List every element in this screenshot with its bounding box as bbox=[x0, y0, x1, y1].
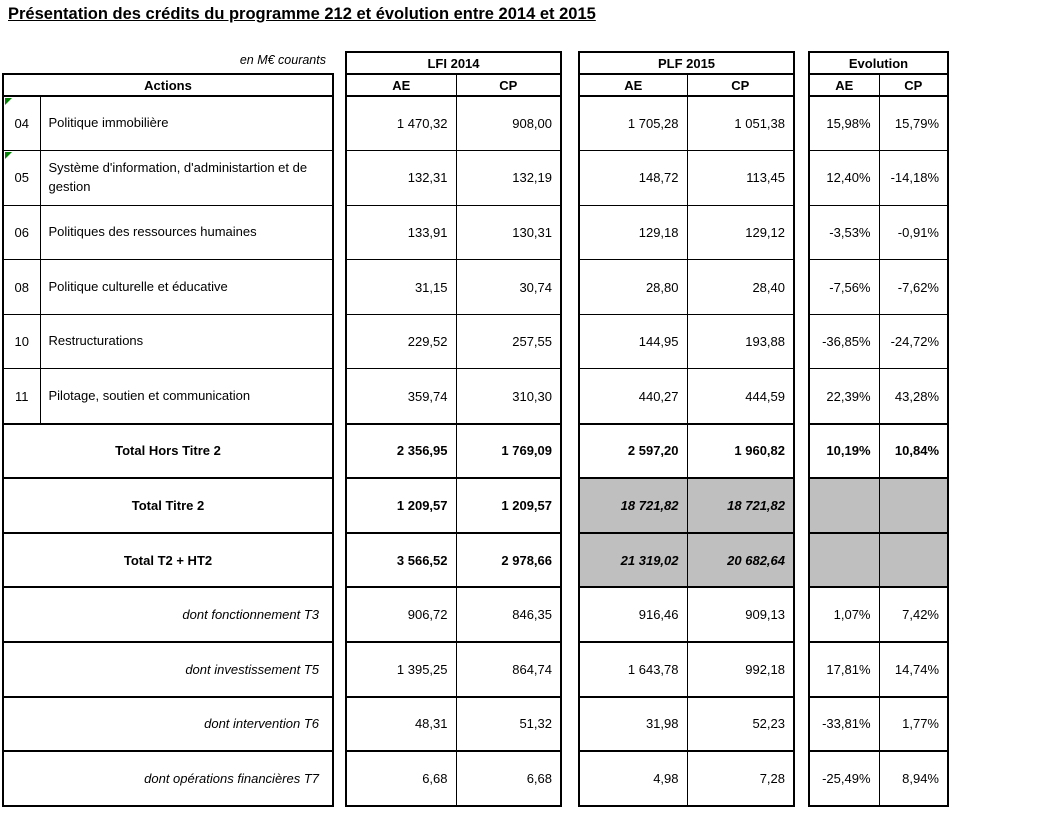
cell-evo-ae-text: -36,85% bbox=[822, 334, 871, 350]
cell-lfi-cp bbox=[456, 478, 561, 533]
dont-label-cell bbox=[3, 642, 333, 697]
evolution-table bbox=[808, 51, 949, 807]
action-label-cell-text: Politique immobilière bbox=[48, 115, 169, 131]
plf-row bbox=[579, 314, 794, 369]
total-label-cell bbox=[3, 424, 333, 479]
cell-lfi-ae bbox=[346, 314, 456, 369]
cell-lfi-ae-text: 132,31 bbox=[407, 170, 448, 186]
unit-note: en M€ courants bbox=[239, 53, 326, 67]
cell-evo-cp bbox=[879, 697, 948, 752]
cell-plf-cp-text: 7,28 bbox=[759, 770, 785, 786]
cell-lfi-ae bbox=[346, 424, 456, 479]
cell-evo-ae-text: 22,39% bbox=[826, 388, 871, 404]
cell-lfi-cp bbox=[456, 96, 561, 151]
action-code-cell bbox=[3, 369, 40, 424]
cell-evo-cp bbox=[879, 642, 948, 697]
lfi-row bbox=[346, 478, 561, 533]
plf-2015-header: PLF 2015 bbox=[579, 52, 794, 74]
dont-label-cell bbox=[3, 697, 333, 752]
cell-plf-cp bbox=[687, 260, 794, 315]
cell-plf-cp-text: 129,12 bbox=[745, 224, 785, 240]
evo-row bbox=[809, 205, 948, 260]
action-code-cell bbox=[3, 96, 40, 151]
plf-row bbox=[579, 369, 794, 424]
actions-row bbox=[3, 260, 333, 315]
lfi-group-header-row bbox=[346, 52, 561, 74]
cell-plf-cp bbox=[687, 478, 794, 533]
cell-evo-ae-text: -7,56% bbox=[829, 279, 871, 295]
cell-evo-cp-text: -7,62% bbox=[897, 279, 939, 295]
action-code-cell bbox=[3, 151, 40, 206]
cell-plf-ae bbox=[579, 697, 687, 752]
cell-lfi-cp bbox=[456, 151, 561, 206]
cell-evo-ae bbox=[809, 478, 879, 533]
cell-lfi-cp bbox=[456, 314, 561, 369]
lfi-2014-header: LFI 2014 bbox=[346, 52, 561, 74]
evolution-subheader-row bbox=[809, 74, 948, 96]
cell-evo-ae bbox=[809, 642, 879, 697]
cell-plf-ae-text: 148,72 bbox=[638, 170, 679, 186]
action-label-cell-text: Politique culturelle et éducative bbox=[48, 278, 228, 294]
cell-plf-ae-text: 1 643,78 bbox=[627, 661, 679, 677]
cell-lfi-cp-text: 30,74 bbox=[519, 279, 552, 295]
action-label-cell bbox=[40, 205, 333, 260]
dont-label-cell bbox=[3, 751, 333, 806]
evo-row bbox=[809, 96, 948, 151]
action-label-cell bbox=[40, 260, 333, 315]
cell-lfi-cp bbox=[456, 369, 561, 424]
cell-lfi-ae-text: 1 470,32 bbox=[396, 116, 448, 132]
cell-lfi-cp-text: 1 769,09 bbox=[501, 443, 552, 459]
evo-row bbox=[809, 478, 948, 533]
actions-row bbox=[3, 697, 333, 752]
cell-lfi-cp-text: 130,31 bbox=[512, 224, 552, 240]
cell-evo-ae bbox=[809, 205, 879, 260]
plf-row bbox=[579, 697, 794, 752]
cell-plf-cp-text: 193,88 bbox=[745, 334, 785, 350]
plf-ae-column-header: AE bbox=[579, 74, 687, 96]
actions-row bbox=[3, 642, 333, 697]
cell-lfi-ae bbox=[346, 151, 456, 206]
cell-lfi-ae bbox=[346, 96, 456, 151]
cell-lfi-cp-text: 908,00 bbox=[512, 116, 552, 132]
cell-evo-ae bbox=[809, 424, 879, 479]
cell-plf-cp-text: 1 960,82 bbox=[734, 443, 785, 459]
cell-evo-cp bbox=[879, 478, 948, 533]
action-code-cell-text: 11 bbox=[15, 388, 29, 404]
cell-lfi-cp bbox=[456, 260, 561, 315]
cell-evo-cp bbox=[879, 587, 948, 642]
plf-row bbox=[579, 642, 794, 697]
cell-plf-cp bbox=[687, 697, 794, 752]
dont-label-cell bbox=[3, 587, 333, 642]
cell-lfi-cp bbox=[456, 587, 561, 642]
cell-evo-cp-text: -24,72% bbox=[890, 334, 939, 350]
cell-lfi-ae bbox=[346, 587, 456, 642]
total-label-cell-text: Total Titre 2 bbox=[131, 497, 205, 513]
action-label-cell-text: Restructurations bbox=[48, 333, 144, 349]
lfi-row bbox=[346, 697, 561, 752]
lfi-cp-column-header: CP bbox=[456, 74, 561, 96]
cell-evo-cp-text: 14,74% bbox=[894, 661, 939, 677]
actions-row bbox=[3, 478, 333, 533]
plf-subheader-row bbox=[579, 74, 794, 96]
cell-plf-cp bbox=[687, 533, 794, 588]
cell-lfi-ae bbox=[346, 751, 456, 806]
cell-lfi-ae bbox=[346, 260, 456, 315]
plf-row bbox=[579, 151, 794, 206]
dont-label-cell-text: dont fonctionnement T3 bbox=[182, 607, 320, 623]
lfi-ae-column-header: AE bbox=[346, 74, 456, 96]
cell-lfi-ae-text: 906,72 bbox=[407, 607, 448, 623]
plf-row bbox=[579, 587, 794, 642]
cell-plf-cp bbox=[687, 369, 794, 424]
cell-lfi-cp-text: 846,35 bbox=[512, 607, 552, 623]
cell-lfi-cp bbox=[456, 205, 561, 260]
actions-column-header: Actions bbox=[3, 74, 333, 96]
cell-evo-cp-text: -14,18% bbox=[890, 170, 939, 186]
cell-evo-ae bbox=[809, 533, 879, 588]
cell-corner-marker-icon bbox=[5, 98, 12, 105]
cell-plf-ae bbox=[579, 642, 687, 697]
cell-corner-marker-icon bbox=[5, 152, 12, 159]
plf-row bbox=[579, 424, 794, 479]
lfi-row bbox=[346, 151, 561, 206]
cell-plf-ae-text: 1 705,28 bbox=[627, 116, 679, 132]
cell-evo-ae bbox=[809, 369, 879, 424]
plf-row bbox=[579, 751, 794, 806]
actions-table bbox=[2, 73, 334, 807]
cell-evo-ae-text: 1,07% bbox=[833, 607, 871, 623]
cell-plf-ae bbox=[579, 533, 687, 588]
cell-lfi-ae bbox=[346, 205, 456, 260]
actions-row bbox=[3, 369, 333, 424]
cell-lfi-ae bbox=[346, 369, 456, 424]
plf-row bbox=[579, 205, 794, 260]
cell-plf-ae-text: 144,95 bbox=[638, 334, 679, 350]
plf-row bbox=[579, 533, 794, 588]
cell-evo-ae bbox=[809, 96, 879, 151]
cell-evo-cp bbox=[879, 151, 948, 206]
cell-plf-cp-text: 444,59 bbox=[745, 388, 785, 404]
action-label-cell bbox=[40, 96, 333, 151]
plf-row bbox=[579, 96, 794, 151]
cell-evo-cp bbox=[879, 533, 948, 588]
action-code-cell-text: 08 bbox=[14, 279, 29, 295]
dont-label-cell-text: dont investissement T5 bbox=[185, 661, 320, 677]
cell-lfi-cp-text: 2 978,66 bbox=[501, 552, 552, 568]
action-code-cell-text: 05 bbox=[14, 170, 29, 186]
evo-row bbox=[809, 260, 948, 315]
cell-evo-ae bbox=[809, 314, 879, 369]
action-code-cell bbox=[3, 260, 40, 315]
lfi-row bbox=[346, 587, 561, 642]
cell-plf-ae-text: 28,80 bbox=[645, 279, 679, 295]
actions-row bbox=[3, 205, 333, 260]
cell-plf-ae bbox=[579, 314, 687, 369]
cell-evo-ae-text: 12,40% bbox=[826, 170, 871, 186]
action-label-cell-text: Pilotage, soutien et communication bbox=[48, 387, 251, 403]
cell-plf-ae-text: 18 721,82 bbox=[620, 497, 679, 513]
cell-plf-ae-text: 4,98 bbox=[653, 770, 679, 786]
cell-evo-cp bbox=[879, 369, 948, 424]
lfi-row bbox=[346, 314, 561, 369]
evolution-group-header-row bbox=[809, 52, 948, 74]
action-label-cell-text: Politiques des ressources humaines bbox=[48, 224, 257, 240]
actions-row bbox=[3, 424, 333, 479]
cell-plf-cp-text: 992,18 bbox=[745, 661, 785, 677]
dont-label-cell-text: dont intervention T6 bbox=[204, 716, 320, 732]
lfi-row bbox=[346, 642, 561, 697]
cell-evo-ae-text: -33,81% bbox=[822, 716, 871, 732]
cell-lfi-cp bbox=[456, 642, 561, 697]
cell-plf-ae bbox=[579, 369, 687, 424]
cell-plf-cp-text: 52,23 bbox=[752, 716, 785, 732]
actions-row bbox=[3, 587, 333, 642]
lfi-2014-table bbox=[345, 51, 562, 807]
cell-lfi-cp-text: 257,55 bbox=[512, 334, 552, 350]
cell-lfi-ae bbox=[346, 697, 456, 752]
cell-evo-ae-text: -3,53% bbox=[829, 224, 871, 240]
cell-lfi-cp-text: 132,19 bbox=[512, 170, 552, 186]
cell-lfi-ae-text: 48,31 bbox=[414, 716, 448, 732]
total-label-cell bbox=[3, 478, 333, 533]
lfi-row bbox=[346, 205, 561, 260]
actions-row bbox=[3, 533, 333, 588]
lfi-row bbox=[346, 751, 561, 806]
cell-plf-cp-text: 1 051,38 bbox=[734, 116, 785, 132]
actions-row bbox=[3, 96, 333, 151]
cell-plf-ae bbox=[579, 751, 687, 806]
actions-row bbox=[3, 151, 333, 206]
evo-row bbox=[809, 642, 948, 697]
cell-evo-cp-text: -0,91% bbox=[897, 224, 939, 240]
action-code-cell-text: 06 bbox=[14, 224, 29, 240]
cell-plf-ae bbox=[579, 96, 687, 151]
cell-lfi-cp bbox=[456, 697, 561, 752]
evo-row bbox=[809, 369, 948, 424]
evo-row bbox=[809, 314, 948, 369]
cell-lfi-cp-text: 51,32 bbox=[519, 716, 552, 732]
cell-evo-cp bbox=[879, 314, 948, 369]
cell-lfi-cp-text: 1 209,57 bbox=[501, 497, 552, 513]
cell-plf-ae bbox=[579, 587, 687, 642]
evo-row bbox=[809, 424, 948, 479]
cell-plf-cp bbox=[687, 642, 794, 697]
action-code-cell-text: 04 bbox=[14, 116, 29, 132]
lfi-row bbox=[346, 369, 561, 424]
cell-plf-ae-text: 916,46 bbox=[638, 607, 679, 623]
page-title: Présentation des crédits du programme 212 et évolution entre 2014 et 2015 bbox=[8, 5, 596, 23]
lfi-row bbox=[346, 96, 561, 151]
cell-lfi-ae bbox=[346, 533, 456, 588]
evolution-ae-column-header: AE bbox=[809, 74, 879, 96]
cell-lfi-ae bbox=[346, 478, 456, 533]
evo-row bbox=[809, 697, 948, 752]
cell-plf-cp-text: 909,13 bbox=[745, 607, 785, 623]
cell-plf-ae bbox=[579, 260, 687, 315]
cell-evo-ae bbox=[809, 697, 879, 752]
action-code-cell-text: 10 bbox=[14, 334, 29, 350]
cell-plf-cp bbox=[687, 751, 794, 806]
cell-evo-cp-text: 43,28% bbox=[894, 388, 939, 404]
total-label-cell bbox=[3, 533, 333, 588]
cell-lfi-ae-text: 31,15 bbox=[414, 279, 448, 295]
cell-evo-ae-text: 15,98% bbox=[826, 116, 871, 132]
actions-row bbox=[3, 751, 333, 806]
cell-evo-ae bbox=[809, 751, 879, 806]
cell-plf-ae-text: 21 319,02 bbox=[620, 552, 679, 568]
cell-lfi-cp bbox=[456, 533, 561, 588]
cell-plf-cp bbox=[687, 587, 794, 642]
action-label-cell-text: Système d'information, d'administartion et de gestion bbox=[48, 160, 308, 194]
cell-plf-ae bbox=[579, 424, 687, 479]
cell-plf-cp bbox=[687, 424, 794, 479]
cell-plf-cp bbox=[687, 314, 794, 369]
cell-evo-ae-text: -25,49% bbox=[822, 770, 871, 786]
cell-plf-ae bbox=[579, 205, 687, 260]
cell-evo-cp-text: 8,94% bbox=[902, 770, 939, 786]
plf-row bbox=[579, 260, 794, 315]
cell-lfi-ae bbox=[346, 642, 456, 697]
cell-evo-ae bbox=[809, 587, 879, 642]
cell-plf-ae-text: 2 597,20 bbox=[627, 443, 679, 459]
plf-group-header-row bbox=[579, 52, 794, 74]
cell-lfi-cp-text: 6,68 bbox=[526, 770, 552, 786]
evo-row bbox=[809, 751, 948, 806]
evo-row bbox=[809, 587, 948, 642]
cell-evo-cp-text: 10,84% bbox=[894, 443, 939, 459]
cell-plf-cp bbox=[687, 151, 794, 206]
action-label-cell bbox=[40, 314, 333, 369]
plf-cp-column-header: CP bbox=[687, 74, 794, 96]
cell-plf-ae-text: 129,18 bbox=[638, 224, 679, 240]
cell-lfi-ae-text: 2 356,95 bbox=[396, 443, 448, 459]
cell-plf-ae-text: 31,98 bbox=[645, 716, 679, 732]
cell-lfi-ae-text: 6,68 bbox=[422, 770, 448, 786]
plf-2015-table bbox=[578, 51, 795, 807]
cell-lfi-ae-text: 229,52 bbox=[407, 334, 448, 350]
cell-plf-cp-text: 20 682,64 bbox=[727, 552, 785, 568]
cell-evo-ae bbox=[809, 260, 879, 315]
cell-plf-cp-text: 113,45 bbox=[746, 170, 785, 186]
lfi-row bbox=[346, 260, 561, 315]
action-label-cell bbox=[40, 151, 333, 206]
evo-row bbox=[809, 151, 948, 206]
cell-evo-cp bbox=[879, 205, 948, 260]
action-label-cell bbox=[40, 369, 333, 424]
cell-evo-cp bbox=[879, 96, 948, 151]
cell-evo-cp bbox=[879, 424, 948, 479]
actions-row bbox=[3, 314, 333, 369]
cell-evo-cp bbox=[879, 751, 948, 806]
cell-lfi-ae-text: 133,91 bbox=[407, 224, 448, 240]
cell-lfi-ae-text: 1 209,57 bbox=[396, 497, 448, 513]
cell-evo-cp bbox=[879, 260, 948, 315]
cell-plf-cp bbox=[687, 96, 794, 151]
lfi-row bbox=[346, 424, 561, 479]
cell-evo-ae-text: 17,81% bbox=[826, 661, 871, 677]
dont-label-cell-text: dont opérations financières T7 bbox=[144, 770, 320, 786]
cell-lfi-cp-text: 864,74 bbox=[512, 661, 552, 677]
actions-header-row bbox=[3, 74, 333, 96]
cell-plf-cp bbox=[687, 205, 794, 260]
lfi-row bbox=[346, 533, 561, 588]
plf-row bbox=[579, 478, 794, 533]
cell-plf-ae bbox=[579, 151, 687, 206]
cell-evo-cp-text: 7,42% bbox=[902, 607, 939, 623]
cell-evo-cp-text: 1,77% bbox=[902, 716, 939, 732]
action-code-cell bbox=[3, 314, 40, 369]
cell-evo-ae bbox=[809, 151, 879, 206]
cell-lfi-ae-text: 359,74 bbox=[407, 388, 448, 404]
cell-lfi-ae-text: 3 566,52 bbox=[396, 552, 448, 568]
evo-row bbox=[809, 533, 948, 588]
action-code-cell bbox=[3, 205, 40, 260]
cell-lfi-cp bbox=[456, 424, 561, 479]
cell-plf-cp-text: 28,40 bbox=[752, 279, 785, 295]
cell-lfi-cp bbox=[456, 751, 561, 806]
lfi-subheader-row bbox=[346, 74, 561, 96]
cell-plf-cp-text: 18 721,82 bbox=[727, 497, 785, 513]
total-label-cell-text: Total Hors Titre 2 bbox=[115, 443, 221, 459]
cell-evo-ae-text: 10,19% bbox=[826, 443, 871, 459]
cell-lfi-cp-text: 310,30 bbox=[512, 388, 552, 404]
evolution-header: Evolution bbox=[809, 52, 948, 74]
cell-lfi-ae-text: 1 395,25 bbox=[396, 661, 448, 677]
evolution-cp-column-header: CP bbox=[879, 74, 948, 96]
cell-plf-ae-text: 440,27 bbox=[638, 388, 679, 404]
cell-plf-ae bbox=[579, 478, 687, 533]
cell-evo-cp-text: 15,79% bbox=[894, 116, 939, 132]
total-label-cell-text: Total T2 + HT2 bbox=[123, 552, 213, 568]
